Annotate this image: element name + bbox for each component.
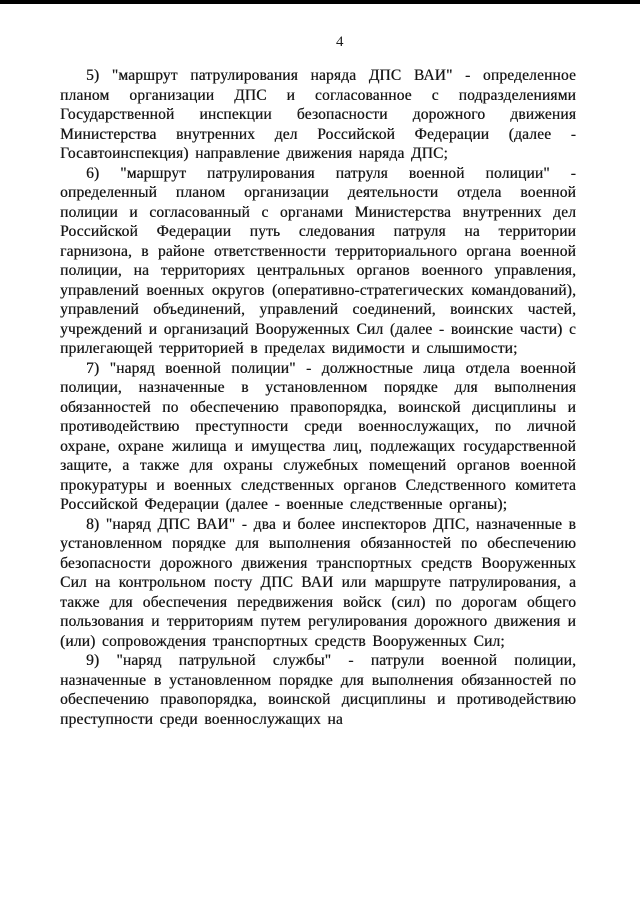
page-number: 4 [336,34,344,50]
document-body [60,66,576,729]
paragraph-item-6: 6) "маршрут патрулирования патруля военной полиции" - определенный планом организации деятельности отдела военной полиции и согласованный с органами Министерства внутренних дел Российской Федерации путь следования патруля на территории гарнизона, в районе ответственности территориального органа военной полиции, на территориях центральных органов военного управления, управлений военных округов (оперативно-стратегических командований), управлений объединений, управлений соединений, воинских частей, учреждений и организаций Вооруженных Сил (далее - воинские части) с прилегающей территорией в пределах видимости и слышимости; [60,164,576,357]
paragraph-item-5: 5) "маршрут патрулирования наряда ДПС ВАИ" - определенное планом организации ДПС и согласованное с подразделениями Государственной инспекции безопасности дорожного движения Министерства внутренних дел Российской Федерации (далее - Госавтоинспекция) направление движения наряда ДПС; [60,67,576,162]
paragraph-item-8: 8) "наряд ДПС ВАИ" - два и более инспекторов ДПС, назначенные в установленном порядке для выполнения обязанностей по обеспечению безопасности дорожного движения транспортных средств Вооруженных Сил на контрольном посту ДПС ВАИ или маршруте патрулирования, а также для обеспечения передвижения войск (сил) по дорогам общего пользования и территориям путем регулирования дорожного движения и (или) сопровождения транспортных средств Вооруженных Сил; [60,515,577,650]
paragraph-item-7: 7) "наряд военной полиции" - должностные лица отдела военной полиции, назначенные в установленном порядке для выполнения обязанностей по обеспечению правопорядка, воинской дисциплины и противодействию преступности среди военнослужащих, по личной охране, охране жилища и имущества лиц, подлежащих государственной защите, а также для охраны служебных помещений органов военной прокуратуры и военных следственных органов Следственного комитета Российской Федерации (далее - военные следственные органы); [60,359,576,513]
scan-edge-artifact [0,0,640,4]
paragraph-item-9: 9) "наряд патрульной службы" - патрули военной полиции, назначенные в установленном порядке для выполнения обязанностей по обеспечению правопорядка, воинской дисциплины и противодействию преступности среди военнослужащих на [60,652,576,728]
